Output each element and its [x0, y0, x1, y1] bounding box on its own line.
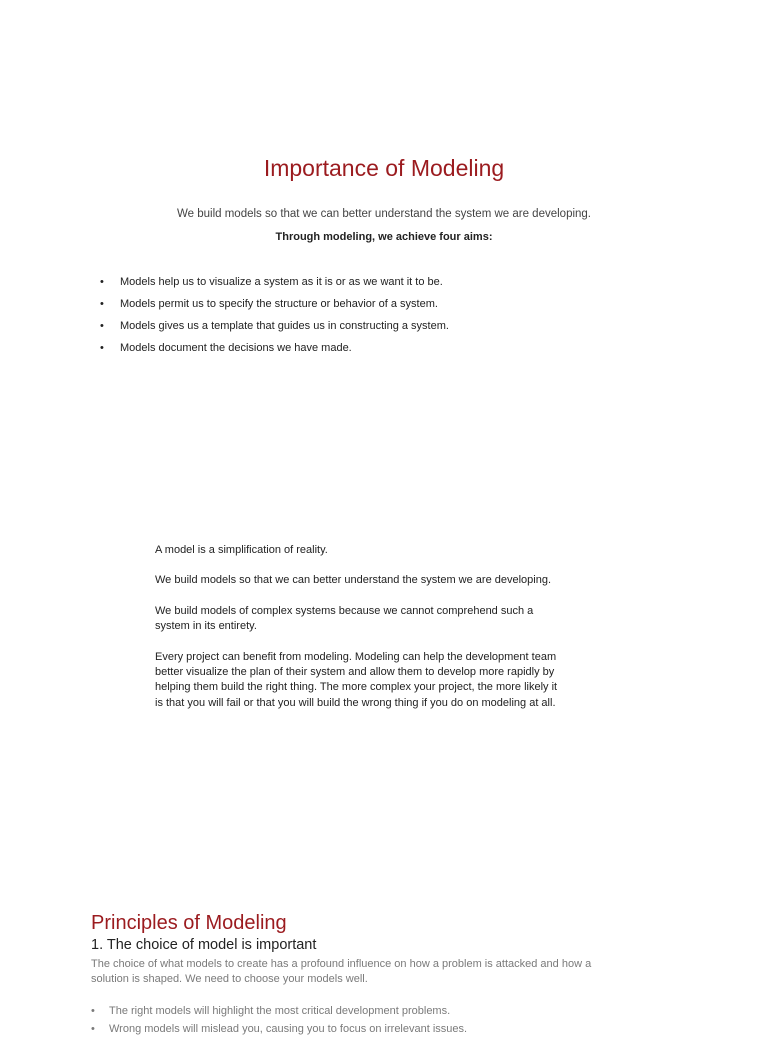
list-item [91, 1002, 467, 1020]
list-item [100, 316, 449, 338]
list-item [100, 338, 449, 360]
principle-item-text: Wrong models will mislead you, causing you to focus on irrelevant issues. [109, 1023, 468, 1035]
list-item [91, 1020, 467, 1038]
principle-subtitle: 1. The choice of model is important [91, 937, 317, 953]
aims-heading: Through modeling, we achieve four aims: [275, 231, 493, 243]
slide-title: Importance of Modeling [263, 155, 505, 181]
notes-paragraph: We build models of complex systems because we cannot comprehend such a system in its entirety. [155, 604, 534, 633]
bullet-icon: • [100, 276, 104, 288]
principles-title: Principles of Modeling [91, 912, 287, 934]
aims-list [100, 272, 449, 360]
principle-item-text: The right models will highlight the most critical development problems. [109, 1005, 451, 1017]
notes-paragraph: We build models so that we can better understand the system we are developing. [155, 574, 552, 587]
aim-text: Models permit us to specify the structure or behavior of a system. [120, 298, 438, 310]
principle-description: The choice of what models to create has a profound influence on how a problem is attacked and how a solution is shaped. We need to choose your models well. [91, 958, 592, 986]
bullet-icon: • [100, 320, 104, 332]
aim-text: Models help us to visualize a system as it is or as we want it to be. [120, 276, 443, 288]
slide-intro: We build models so that we can better understand the system we are developing. [176, 208, 592, 220]
aim-text: Models document the decisions we have made. [120, 342, 352, 354]
bullet-icon: • [100, 298, 104, 310]
aim-text: Models gives us a template that guides us in constructing a system. [120, 320, 449, 332]
principle-list [91, 1002, 467, 1038]
speaker-notes [155, 543, 560, 726]
bullet-icon: • [91, 1023, 95, 1035]
list-item [100, 272, 449, 294]
notes-paragraph: A model is a simplification of reality. [155, 544, 328, 556]
list-item [100, 294, 449, 316]
bullet-icon: • [91, 1005, 95, 1017]
bullet-icon: • [100, 342, 104, 354]
notes-paragraph: Every project can benefit from modeling. Modeling can help the development team better visualize the plan of their system and allow them to develop more rapidly by helping them build the right thing. The more complex your project, the more likely it is that you will fail or that you will build the wrong thing if you do on modeling at all. [155, 650, 558, 709]
